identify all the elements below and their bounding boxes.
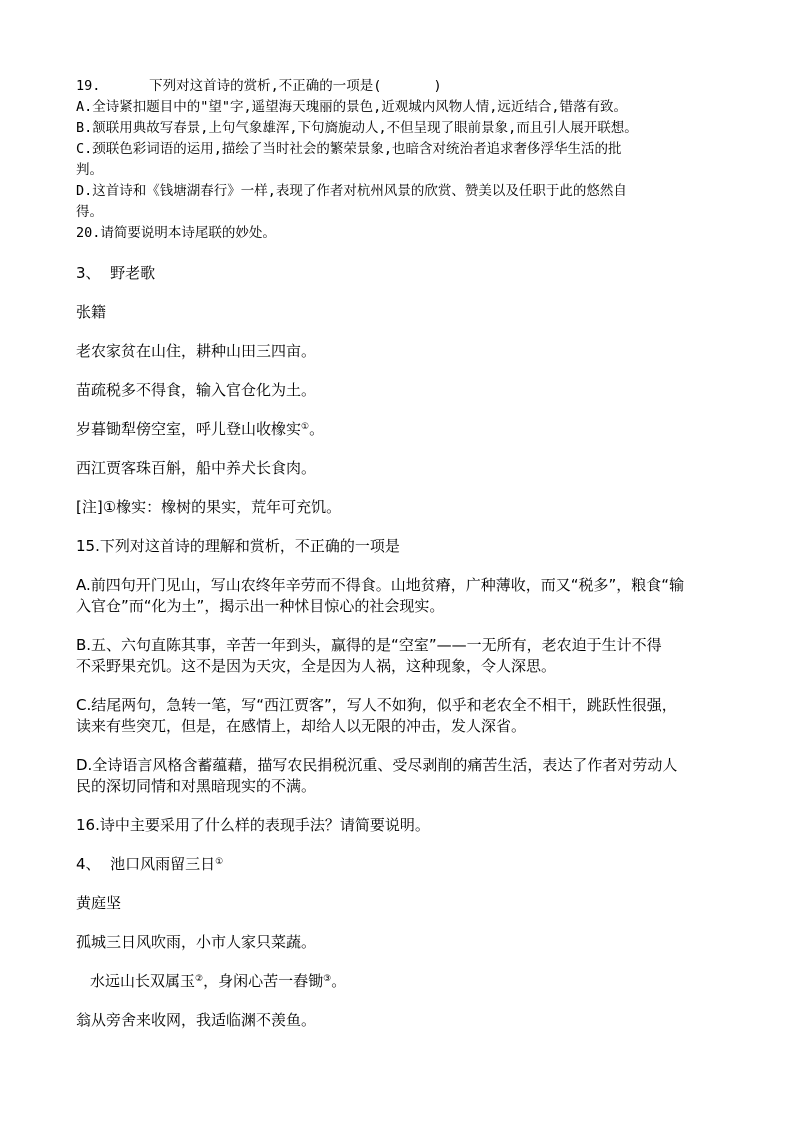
- question-15-option-d-line1: D.全诗语言风格含蓄蕴藉，描写农民捐税沉重、受尽剥削的痛苦生活，表达了作者对劳动人: [76, 756, 678, 774]
- poem-3-title: 野老歌: [110, 264, 156, 282]
- question-15-option-a-line2: 入官仓”而“化为土”，揭示出一种怵目惊心的社会现实。: [76, 597, 445, 615]
- poem-3-author: 张籍: [76, 303, 107, 321]
- question-19-option-a: A.全诗紧扣题目中的"望"字,遥望海天瑰丽的景色,近观城内风物人情,远近结合,错落有致。: [76, 99, 628, 115]
- poem-4-line-1: 孤城三日风吹雨，小市人家只菜蔬。: [76, 933, 317, 951]
- footnote-mark: ③: [323, 974, 332, 984]
- poem-3-line-4: 西江贾客珠百斛，船中养犬长食肉。: [76, 459, 317, 477]
- poem-4-heading: [76, 854, 726, 875]
- question-15-stem: 15.下列对这首诗的理解和赏析，不正确的一项是: [76, 537, 400, 555]
- question-15-option-b-line2: 不采野果充饥。这不是因为天灾，全是因为人祸，这种现象，令人深思。: [76, 657, 557, 675]
- question-15-option-a: [76, 575, 726, 617]
- poem-3-note: [76, 497, 726, 518]
- footnote-mark: ②: [195, 974, 204, 984]
- question-19-option-d-line2: 得。: [76, 204, 103, 220]
- poem-4-line-2-part-b: ，身闲心苦一舂锄: [203, 972, 324, 990]
- poem-3-heading: [76, 263, 726, 284]
- question-19-close: ): [433, 78, 442, 94]
- question-15-option-b: [76, 635, 726, 677]
- note-prefix: [注]: [76, 498, 103, 516]
- question-19: [76, 76, 726, 244]
- question-15-option-c-line2: 读来有些突兀，但是，在感情上，却给人以无限的冲击，发人深省。: [76, 717, 527, 735]
- question-19-option-c-line1: C.颈联色彩词语的运用,描绘了当时社会的繁荣景象,也暗含对统治者追求奢侈浮华生活的批: [76, 141, 622, 157]
- question-15-option-b-line1: B.五、六句直陈其事，辛苦一年到头，赢得的是“空室”——一无所有，老农迫于生计不得: [76, 636, 662, 654]
- question-19-option-b: B.颔联用典故写春景,上句气象雄浑,下句旖旎动人,不但呈现了眼前景象,而且引人展开联想。: [76, 120, 638, 136]
- question-19-number: 19.: [76, 78, 101, 94]
- question-15-option-d-line2: 民的深切同情和对黑暗现实的不满。: [76, 777, 317, 795]
- note-text: ①橡实：橡树的果实，荒年可充饥。: [102, 498, 342, 516]
- question-15-option-a-line1: A.前四句开门见山，写山农终年辛劳而不得食。山地贫瘠，广种薄收，而又“税多”，粮食“输: [76, 576, 685, 594]
- poem-4-line-2-part-a: 水远山长双属玉: [90, 972, 196, 990]
- document-page: [76, 76, 726, 1031]
- question-16: 16.诗中主要采用了什么样的表现手法？请简要说明。: [76, 816, 430, 834]
- question-15-option-d: [76, 755, 726, 797]
- poem-4-line-3: 翁从旁舍来收网，我适临渊不羡鱼。: [76, 1011, 317, 1029]
- poem-4-line-2: [76, 971, 726, 992]
- footnote-mark: ①: [215, 857, 224, 867]
- poem-3-line-3: 岁暮锄犁傍空室，呼儿登山收橡实①。: [76, 420, 325, 438]
- question-15-option-c: [76, 695, 726, 737]
- footnote-mark: ①: [301, 422, 310, 432]
- poem-4-author: 黄庭坚: [76, 894, 122, 912]
- poem-4-title: 池口风雨留三日: [110, 855, 216, 873]
- question-15-option-c-line1: C.结尾两句，急转一笔，写“西江贾客”，写人不如狗，似乎和老农全不相干，跳跃性很强，: [76, 696, 677, 714]
- poem-3-number: 3、: [76, 264, 101, 282]
- question-19-option-c-line2: 判。: [76, 162, 103, 178]
- poem-3-line-2: 苗疏税多不得食，输入官仓化为土。: [76, 381, 317, 399]
- question-19-text: 下列对这首诗的赏析,不正确的一项是(: [149, 78, 382, 94]
- poem-3-line-1: 老农家贫在山住，耕种山田三四亩。: [76, 342, 317, 360]
- question-19-option-d-line1: D.这首诗和《钱塘湖春行》一样,表现了作者对杭州风景的欣赏、赞美以及任职于此的悠然自: [76, 183, 627, 199]
- question-19-stem: [76, 76, 726, 97]
- poem-3-line-3-text: 岁暮锄犁傍空室，呼儿登山收橡实: [76, 420, 302, 438]
- poem-4-line-2-part-c: 。: [331, 972, 347, 990]
- poem-4-number: 4、: [76, 855, 101, 873]
- question-20: 20.请简要说明本诗尾联的妙处。: [76, 225, 276, 241]
